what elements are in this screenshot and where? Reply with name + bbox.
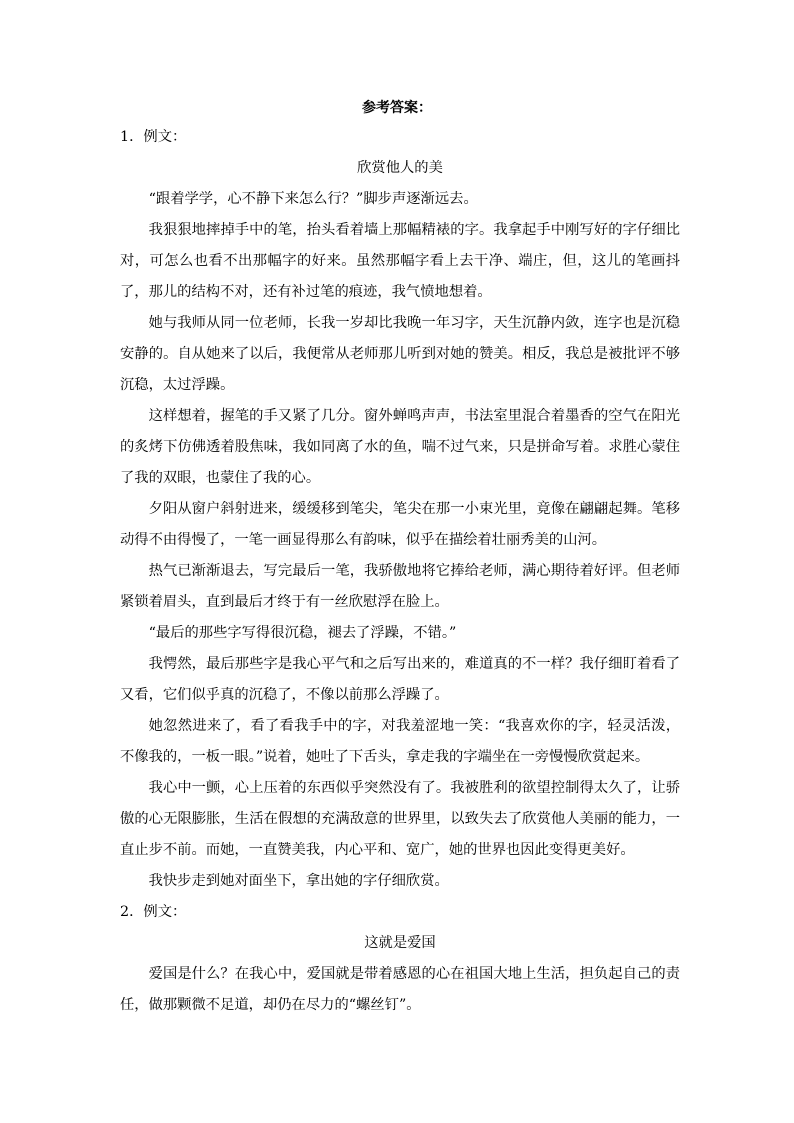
- item-2-paragraph: 爱国是什么？在我心中，爱国就是带着感恩的心在祖国大地上生活，担负起自己的责任，做那颗微不足道，却仍在尽力的“螺丝钉”。: [120, 966, 680, 1013]
- item-1-paragraph: 这样想着，握笔的手又紧了几分。窗外蝉鸣声声，书法室里混合着墨香的空气在阳光的炙烤下仿佛透着股焦味，我如同离了水的鱼，喘不过气来，只是拼命写着。求胜心蒙住了我的双眼，也蒙住了我的心。: [120, 408, 680, 486]
- item-1-paragraph: “最后的那些字写得很沉稳，褪去了浮躁，不错。”: [148, 625, 457, 641]
- item-2-number: 2．例文：: [120, 904, 187, 920]
- item-1-paragraph: 她忽然进来了，看了看我手中的字，对我羞涩地一笑：“我喜欢你的字，轻灵活泼，不像我的，一板一眼。”说着，她吐了下舌头，拿走我的字端坐在一旁慢慢欣赏起来。: [120, 718, 680, 765]
- item-1-paragraph: 她与我师从同一位老师，长我一岁却比我晚一年习字，天生沉静内敛，连字也是沉稳安静的。自从她来了以后，我便常从老师那儿听到对她的赞美。相反，我总是被批评不够沉稳，太过浮躁。: [120, 315, 680, 393]
- item-1-paragraph: 热气已渐渐退去，写完最后一笔，我骄傲地将它捧给老师，满心期待着好评。但老师紧锁着眉头，直到最后才终于有一丝欣慰浮在脸上。: [120, 563, 680, 610]
- answer-content: [120, 122, 680, 1021]
- item-1-essay-title: 欣赏他人的美: [357, 160, 443, 176]
- item-1-paragraph: 夕阳从窗户斜射进来，缓缓移到笔尖，笔尖在那一小束光里，竟像在翩翩起舞。笔移动得不由得慢了，一笔一画显得那么有韵味，似乎在描绘着壮丽秀美的山河。: [120, 501, 680, 548]
- item-1-paragraph: 我快步走到她对面坐下，拿出她的字仔细欣赏。: [148, 873, 449, 889]
- item-1-paragraph: “跟着学学，心不静下来怎么行？”脚步声逐渐远去。: [148, 191, 478, 207]
- item-1-paragraph: 我心中一颤，心上压着的东西似乎突然没有了。我被胜利的欲望控制得太久了，让骄傲的心无限膨胀，生活在假想的充满敌意的世界里，以致失去了欣赏他人美丽的能力，一直止步不前。而她，一直赞美我，内心平和、宽广，她的世界也因此变得更美好。: [120, 780, 680, 858]
- item-1-paragraph: 我愕然，最后那些字是我心平气和之后写出来的，难道真的不一样？我仔细盯着看了又看，它们似乎真的沉稳了，不像以前那么浮躁了。: [120, 656, 680, 703]
- item-2-essay-title: 这就是爱国: [364, 935, 436, 951]
- item-1-number: 1．例文：: [120, 129, 187, 145]
- item-1-paragraph: 我狠狠地摔掉手中的笔，抬头看着墙上那幅精裱的字。我拿起手中刚写好的字仔细比对，可怎么也看不出那幅字的好来。虽然那幅字看上去干净、端庄，但，这儿的笔画抖了，那儿的结构不对，还有补过笔的痕迹，我气愤地想着。: [120, 222, 680, 300]
- answer-heading: 参考答案：: [362, 100, 432, 116]
